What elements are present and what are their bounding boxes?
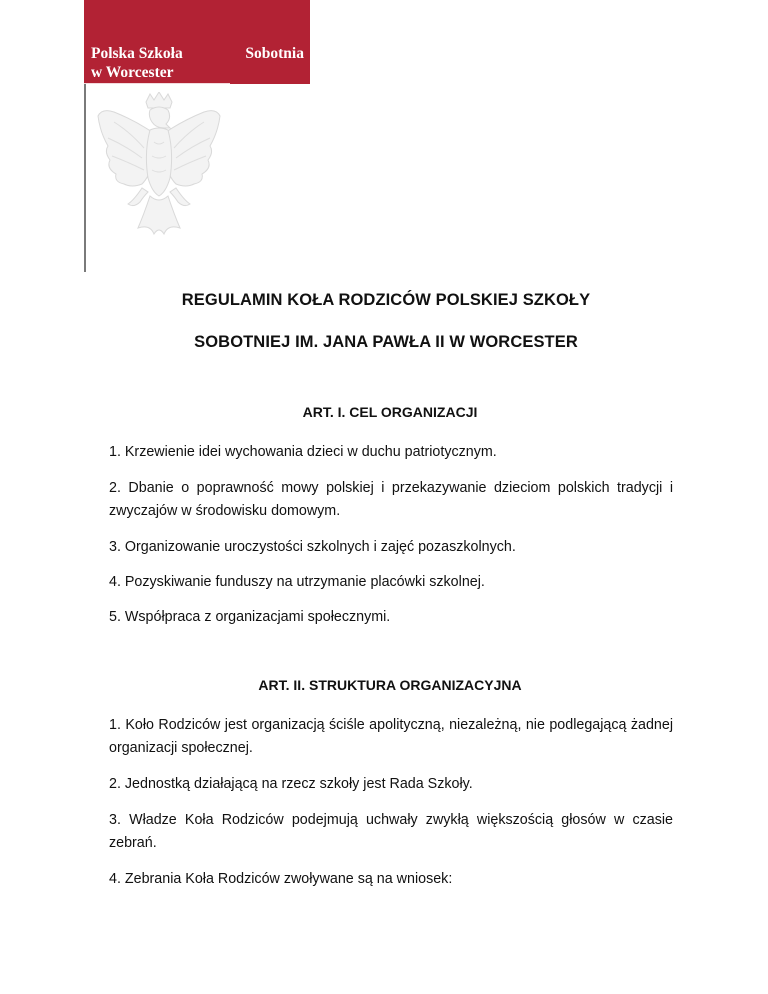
header-underline (84, 83, 230, 84)
header-vertical-rule (84, 84, 86, 272)
article-2-item-2: 2. Jednostką działającą na rzecz szkoły jest Rada Szkoły. (109, 776, 473, 792)
polish-eagle-icon (94, 92, 224, 240)
school-name-line2: w Worcester (91, 64, 174, 81)
article-2-item-3: 3. Władze Koła Rodziców podejmują uchwały zwykłą większością głosów w czasie zebrań. (109, 812, 673, 851)
school-header-banner (84, 0, 310, 84)
article-2-item-4: 4. Zebrania Koła Rodziców zwoływane są na wniosek: (109, 871, 453, 887)
article-1-item-5: 5. Współpraca z organizacjami społecznymi. (109, 609, 391, 625)
document-title-line1: REGULAMIN KOŁA RODZICÓW POLSKIEJ SZKOŁY (181, 291, 591, 309)
article-2-item-1: 1. Koło Rodziców jest organizacją ściśle apolityczną, niezależną, nie podlegającą żadnej organizacji społecznej. (109, 717, 673, 756)
document-title-line2: SOBOTNIEJ IM. JANA PAWŁA II W WORCESTER (194, 333, 578, 351)
school-name-part2: Sobotnia (245, 45, 304, 62)
article-1-item-2: 2. Dbanie o poprawność mowy polskiej i przekazywanie dzieciom polskich tradycji i zwyczajów w środowisku domowym. (109, 480, 673, 519)
article-2-heading: ART. II. STRUKTURA ORGANIZACYJNA (258, 677, 522, 693)
school-name-part1: Polska Szkoła (91, 45, 183, 62)
article-1-item-4: 4. Pozyskiwanie funduszy na utrzymanie placówki szkolnej. (109, 574, 485, 590)
school-name-line1 (91, 45, 304, 63)
article-1-item-1: 1. Krzewienie idei wychowania dzieci w duchu patriotycznym. (109, 444, 497, 460)
article-1-item-3: 3. Organizowanie uroczystości szkolnych i zajęć pozaszkolnych. (109, 539, 516, 555)
article-1-heading: ART. I. CEL ORGANIZACJI (302, 404, 478, 420)
